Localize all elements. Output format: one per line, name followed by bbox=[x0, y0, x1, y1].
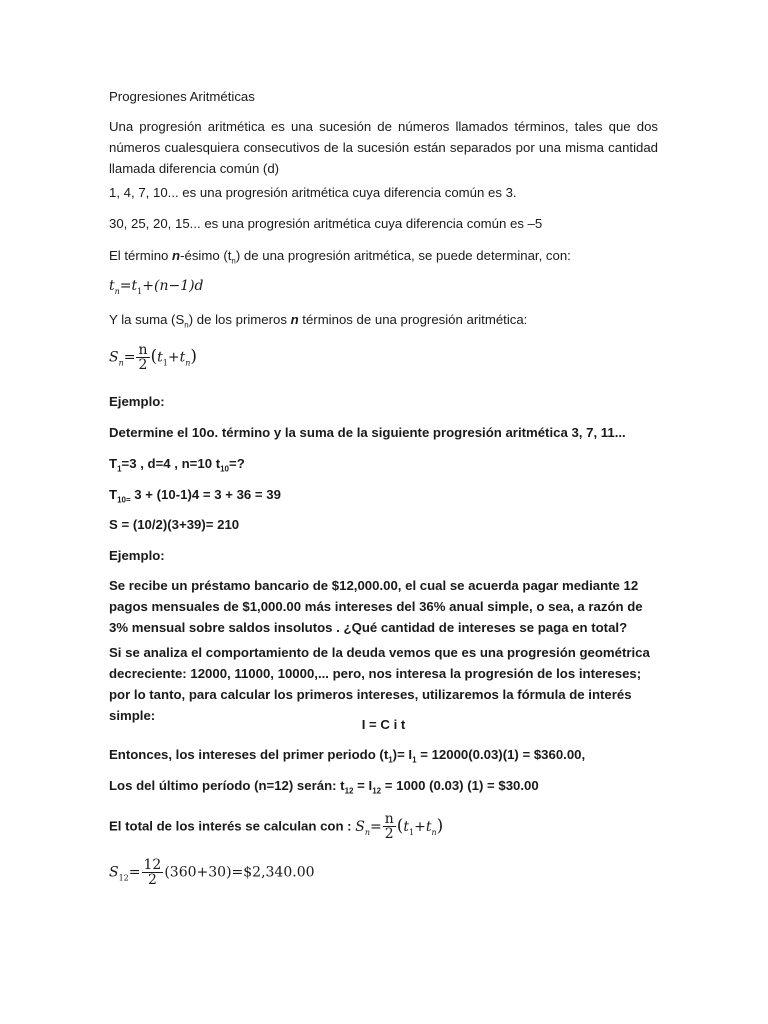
total-interest-line: El total de los interés se calculan con : $S_n=$ $\frac{n}{2}$ $(t_1+t_n)$ bbox=[109, 811, 444, 842]
analysis-paragraph: Si se analiza el comportamiento de la deuda vemos que es una progresión geométrica decreciente: 12000, 11000, 10000,... pero, nos interesa la progresión de los intereses; por lo tanto, para calcular los primeros intereses, utilizaremos la fórmula de interés simple: bbox=[109, 645, 650, 723]
ejemplo-1-prompt: Determine el 10o. término y la suma de la siguiente progresión aritmética 3, 7, 11... bbox=[109, 425, 626, 440]
ejemplo-2-prompt: Se recibe un préstamo bancario de $12,000.00, el cual se acuerda pagar mediante 12 pagos mensuales de $1,000.00 más intereses del 36% anual simple, o sea, a razón de 3% mensual sobre saldos insolutos . ¿Qué cantidad de intereses se paga en total? bbox=[109, 578, 643, 635]
page-title: Progresiones Aritméticas bbox=[109, 89, 255, 104]
simple-interest-formula: I = C i t bbox=[361, 717, 406, 732]
last-period-interest: Los del último período (n=12) serán: $t_{12} = I_{12} = 1000$ (0.03) (1) = $30.00 bbox=[109, 778, 539, 796]
example-sequence-1: 1, 4, 7, 10... es una progresión aritmética cuya diferencia común es 3. bbox=[109, 185, 517, 200]
first-period-interest: Entonces, los intereses del primer periodo $(t_1)= I_1 = 12000(0.03)(1)$ = $360.00, bbox=[109, 747, 586, 765]
calc-sum: S = (10/2)(3+39)= 210 bbox=[109, 517, 240, 532]
nth-term-text: El término n-ésimo $(t_n)$ de una progresión aritmética, se puede determinar, con: bbox=[109, 248, 571, 266]
example-sequence-2: 30, 25, 20, 15... es una progresión aritmética cuya diferencia común es –5 bbox=[109, 216, 543, 231]
ejemplo-2-label: Ejemplo: bbox=[109, 548, 165, 563]
final-sum-formula: $S_{12}=$ $\frac{12}{2}$ (360+30)=$2,340.00 bbox=[109, 857, 315, 888]
calc-t10: $T_{10=}$ 3 + (10-1)4 = 3 + 36 = 39 bbox=[109, 487, 281, 505]
ejemplo-1-label: Ejemplo: bbox=[109, 394, 165, 409]
intro-paragraph: Una progresión aritmética es una sucesión de números llamados términos, tales que dos números cualesquiera consecutivos de la sucesión están separados por una misma cantidad llamada diferencia común (d) bbox=[109, 119, 658, 176]
sum-text: Y la suma $(S_n)$ de los primeros n términos de una progresión aritmética: bbox=[109, 312, 528, 330]
formula-nth-term: $t_n=t_1+(n-1)d$ bbox=[109, 278, 204, 296]
given-values: $T_1=3$ , d=4 , n=10 $t_{10}=$? bbox=[109, 456, 245, 474]
formula-sum: $S_n=$ $\frac{n}{2}$ $(t_1+t_n)$ bbox=[109, 342, 198, 373]
